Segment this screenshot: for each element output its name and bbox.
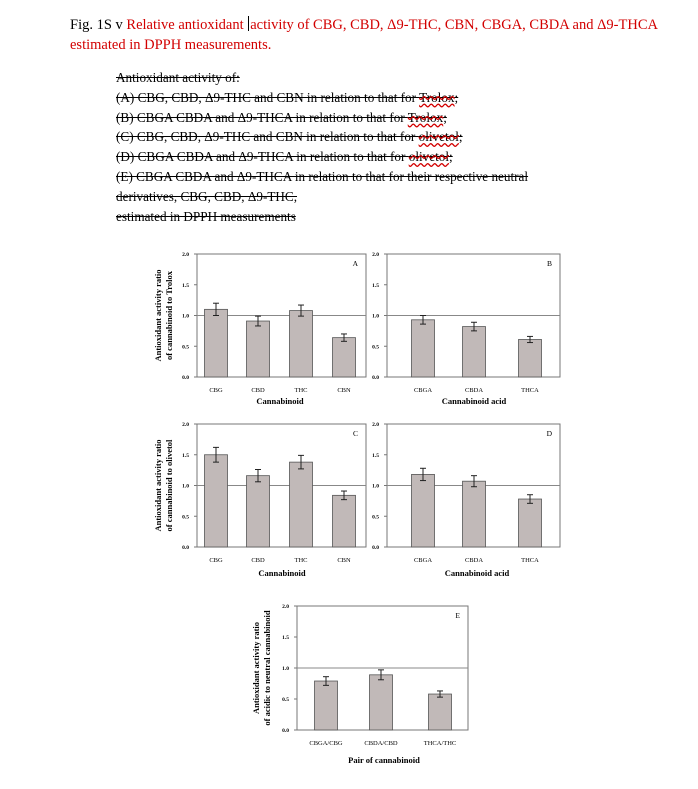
y-tick-label: 0.5 xyxy=(182,514,189,521)
bar-cbga xyxy=(412,320,435,377)
struck-line-4-text: (C) CBG, CBD, Δ9-THC and CBN in relation to that for xyxy=(116,129,419,145)
spellcheck-word-trolox-1: Trolox xyxy=(419,89,455,105)
panel-label: B xyxy=(546,259,552,268)
y-tick-label: 1.5 xyxy=(182,452,189,459)
x-axis-title: Cannabinoid acid xyxy=(441,396,507,406)
figure-number: Fig. 1S v xyxy=(70,17,123,33)
struck-line-5-text: (D) CBGA CBDA and Δ9-THCA in relation to that for xyxy=(116,149,409,165)
bar-thc xyxy=(290,311,313,377)
y-tick-label: 1.0 xyxy=(372,483,379,490)
panel-label: A xyxy=(352,259,358,268)
bar-cbga-cbg xyxy=(315,681,338,730)
struck-line-3-text: (B) CBGA CBDA and Δ9-THCA in relation to that for xyxy=(116,109,408,125)
bar-cbn xyxy=(333,338,356,377)
y-axis-title-line-2: of cannabinoid to olivetol xyxy=(164,439,174,532)
x-tick-label: CBN xyxy=(337,387,351,394)
y-tick-label: 0.0 xyxy=(372,545,379,551)
x-tick-label: CBD xyxy=(251,387,265,394)
y-tick-label: 1.0 xyxy=(182,313,189,320)
x-axis-title: Cannabinoid xyxy=(258,568,306,578)
bar-cbn xyxy=(333,495,356,547)
y-tick-label: 1.0 xyxy=(282,666,289,672)
x-tick-label: CBDA xyxy=(464,557,484,564)
chart-panel-c xyxy=(153,422,366,578)
y-tick-label: 1.5 xyxy=(182,282,189,289)
x-tick-label: CBGA xyxy=(413,387,433,394)
chart-panel-b xyxy=(372,252,560,406)
bar-thca-thc xyxy=(429,694,452,730)
struck-line-8: estimated in DPPH measurements xyxy=(116,208,296,224)
x-tick-label: THC xyxy=(294,387,308,394)
y-tick-label: 1.0 xyxy=(372,313,379,320)
bar-cbg xyxy=(205,455,228,547)
panel-label: E xyxy=(455,611,460,620)
x-tick-label: CBN xyxy=(337,557,351,564)
struck-line-5-end: ; xyxy=(449,149,453,165)
y-tick-label: 2.0 xyxy=(372,252,379,258)
y-axis-title-line-2: of cannabinoid to Trolox xyxy=(164,270,174,361)
y-tick-label: 2.0 xyxy=(372,422,379,428)
struck-line-6: (E) CBGA CBDA and Δ9-THCA in relation to that for their respective neutral xyxy=(116,168,529,184)
y-tick-label: 1.5 xyxy=(372,452,379,459)
y-tick-label: 0.5 xyxy=(282,697,289,703)
struck-line-2-end: ; xyxy=(454,89,459,105)
y-tick-label: 0.0 xyxy=(282,728,289,734)
x-tick-label: CBGA xyxy=(413,557,433,564)
y-axis-title-line-1: Antioxidant activity ratio xyxy=(251,621,261,715)
y-tick-label: 0.0 xyxy=(372,375,379,381)
caption-title-part1: Relative antioxidant xyxy=(126,17,248,33)
y-tick-label: 0.5 xyxy=(372,344,379,351)
bar-cbd xyxy=(247,321,270,377)
chart-panel-e xyxy=(251,604,468,765)
struck-line-1: Antioxidant activity of: xyxy=(116,70,240,85)
struck-line-3-end: ; xyxy=(443,109,447,125)
bar-thca xyxy=(519,499,542,547)
chart-panel-a xyxy=(153,252,366,406)
x-tick-label: CBD xyxy=(251,557,265,564)
x-tick-label: CBDA/CBD xyxy=(364,740,398,747)
y-axis-title-line-1: Antioxidant activity ratio xyxy=(153,439,163,532)
bar-cbd xyxy=(247,476,270,547)
y-tick-label: 2.0 xyxy=(182,422,189,428)
x-tick-label: THCA/THC xyxy=(423,740,457,747)
y-tick-label: 0.5 xyxy=(372,514,379,521)
bar-cbg xyxy=(205,309,228,377)
struck-line-4-end: ; xyxy=(458,129,463,145)
y-axis-title-line-1: Antioxidant activity ratio xyxy=(153,269,163,362)
y-tick-label: 0.0 xyxy=(182,545,189,551)
x-tick-label: CBGA/CBG xyxy=(309,740,343,747)
x-tick-label: CBG xyxy=(209,557,223,564)
x-axis-title: Cannabinoid acid xyxy=(444,568,510,578)
bar-cbda-cbd xyxy=(370,675,393,730)
bar-cbga xyxy=(412,474,435,547)
spellcheck-word-olivetol-2: olivetol xyxy=(408,149,450,165)
spellcheck-word-trolox-2: Trolox xyxy=(407,109,444,125)
bar-cbda xyxy=(463,327,486,377)
x-axis-title: Cannabinoid xyxy=(256,396,304,406)
y-tick-label: 1.0 xyxy=(182,483,189,490)
bar-cbda xyxy=(463,481,486,547)
spellcheck-word-olivetol-1: olivetol xyxy=(418,129,459,145)
panel-label: D xyxy=(546,429,552,438)
y-tick-label: 1.5 xyxy=(372,282,379,289)
struck-line-2-text: (A) CBG, CBD, Δ9-THC and CBN in relation to that for xyxy=(116,89,420,105)
y-tick-label: 0.0 xyxy=(182,375,189,381)
y-tick-label: 2.0 xyxy=(182,252,189,258)
chart-panel-d xyxy=(372,422,560,578)
y-tick-label: 1.5 xyxy=(282,635,289,641)
y-tick-label: 0.5 xyxy=(182,344,189,351)
x-tick-label: CBG xyxy=(209,387,223,394)
y-axis-title-line-2: of acidic to neutral cannabinoid xyxy=(262,610,272,726)
x-tick-label: THCA xyxy=(521,387,539,394)
y-tick-label: 2.0 xyxy=(282,604,289,610)
panel-label: C xyxy=(352,429,358,438)
struck-line-7: derivatives, CBG, CBD, Δ9-THC, xyxy=(116,188,298,204)
x-tick-label: THC xyxy=(294,557,308,564)
x-tick-label: CBDA xyxy=(464,387,484,394)
x-axis-title: Pair of cannabinoid xyxy=(348,755,420,765)
caption-title-part2: activity of CBG, CBD, Δ9-THC, CBN, CBGA, CBDA and Δ9-THCA estimated in DPPH measurements. xyxy=(70,17,658,53)
x-tick-label: THCA xyxy=(521,557,539,564)
bar-thc xyxy=(290,462,313,547)
bar-thca xyxy=(519,339,542,377)
